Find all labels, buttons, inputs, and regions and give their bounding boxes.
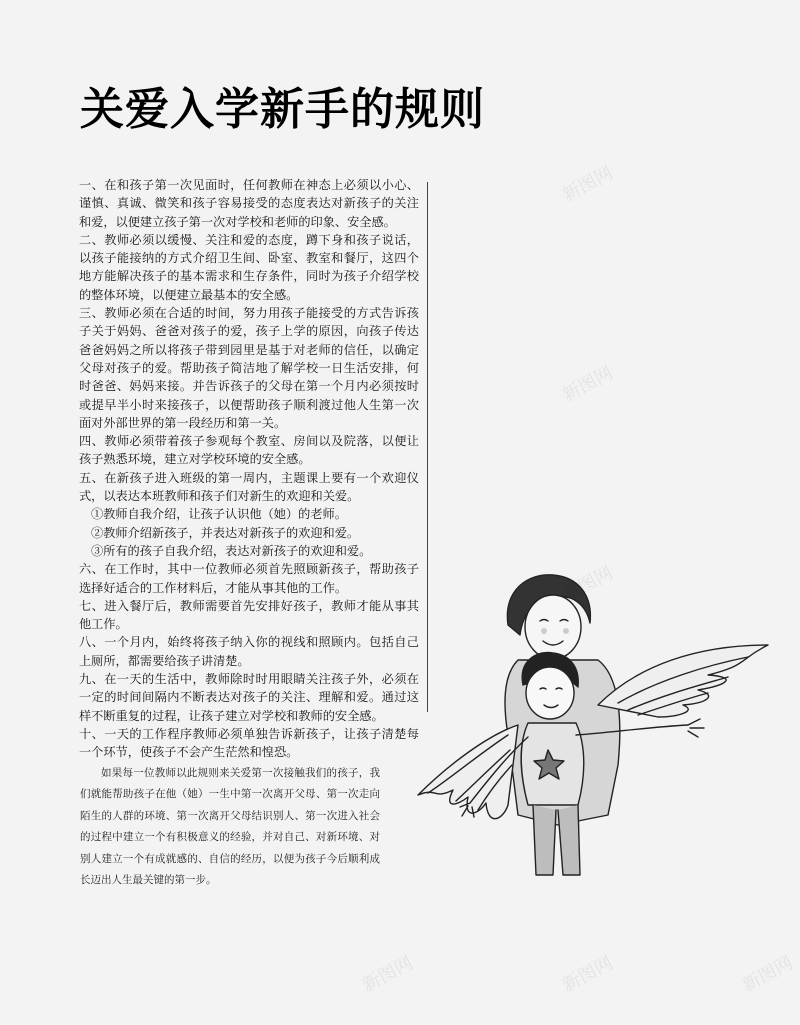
- rule-1: 一、在和孩子第一次见面时，任何教师在神态上必须以小心、谨慎、真诚、微笑和孩子容易接受的态度表达对新孩子的关注和爱，以便建立孩子第一次对学校和老师的印象、安全感。: [79, 178, 419, 229]
- closing-paragraph: 如果每一位教师以此规则来关爱第一次接触我们的孩子，我们就能帮助孩子在他（她）一生中第一次离开父母、第一次走向陌生的人群的环境、第一次离开父母结识别人、第一次进入社会的过程中建立一个有积极意义的经验，并对自己、对新环境、对别人建立一个有成就感的、自信的经历，以便为孩子今后顺利成长迈出人生最关键的第一步。: [80, 766, 380, 886]
- rule-6: 六、在工作时，其中一位教师必须首先照顾新孩子，帮助孩子选择好适合的工作材料后，才能从事其他的工作。: [79, 562, 419, 595]
- rule-5: 五、在新孩子进入班级的第一周内，主题课上要有一个欢迎仪式，以表达本班教师和孩子们对新生的欢迎和关爱。: [79, 470, 419, 504]
- rule-2: 二、教师必须以缓慢、关注和爱的态度，蹲下身和孩子说话，以孩子能接纳的方式介绍卫生间、卧室、教室和餐厅，这四个地方能解决孩子的基本需求和生存条件，同时为孩子介绍学校的整体环境，以便建立最基本的安全感。: [79, 232, 419, 302]
- watermark-5: 新图网: [558, 952, 617, 997]
- rule-9: 九、在一天的生活中，教师除时时用眼睛关注孩子外，必须在一定的时间间隔内不断表达对孩子的关注、理解和爱。通过这样不断重复的过程，让孩子建立对学校和教师的安全感。: [79, 672, 419, 723]
- page-title: 关爱入学新手的规则: [80, 84, 485, 135]
- watermark-6: 新图网: [738, 952, 797, 997]
- rule-4: 四、教师必须带着孩子参观每个教室、房间以及院落，以便让孩子熟悉环境，建立对学校环境的安全感。: [79, 434, 419, 467]
- watermark-2: 新图网: [558, 362, 617, 407]
- rule-5-sub-2: ②教师介绍新孩子，并表达对新孩子的欢迎和爱。: [91, 525, 360, 540]
- rule-5-sub-3: ③所有的孩子自我介绍，表达对新孩子的欢迎和爱。: [91, 543, 372, 558]
- watermark-3: 新图网: [558, 562, 617, 607]
- rule-7: 七、进入餐厅后，教师需要首先安排好孩子，教师才能从事其他工作。: [79, 598, 419, 632]
- rule-8: 八、一个月内，始终将孩子纳入你的视线和照顾内。包括自己上厕所，都需要给孩子讲清楚。: [79, 635, 419, 668]
- watermark-4: 新图网: [358, 952, 417, 997]
- rule-3: 三、教师必须在合适的时间，努力用孩子能接受的方式告诉孩子关于妈妈、爸爸对孩子的爱，孩子上学的原因，向孩子传达爸爸妈妈之所以将孩子带到园里是基于对老师的信任，以确定父母对孩子的爱。帮助孩子简洁地了解学校一日生活安排，何时爸爸、妈妈来接。并告诉孩子的父母在第一个月内必须按时或提早半小时来接孩子，以便帮助孩子顺利渡过他人生第一次面对外部世界的第一段经历和第一关。: [79, 306, 419, 430]
- rule-5-sub-1: ①教师自我介绍，让孩子认识他（她）的老师。: [91, 507, 347, 522]
- teacher-child-wings-illustration: [408, 565, 778, 885]
- rule-10: 十、一天的工作程序教师必须单独告诉新孩子，让孩子清楚每一个环节，使孩子不会产生茫然和惶恐。: [79, 726, 419, 760]
- rules-list: [79, 176, 419, 762]
- watermark-1: 新图网: [558, 162, 617, 207]
